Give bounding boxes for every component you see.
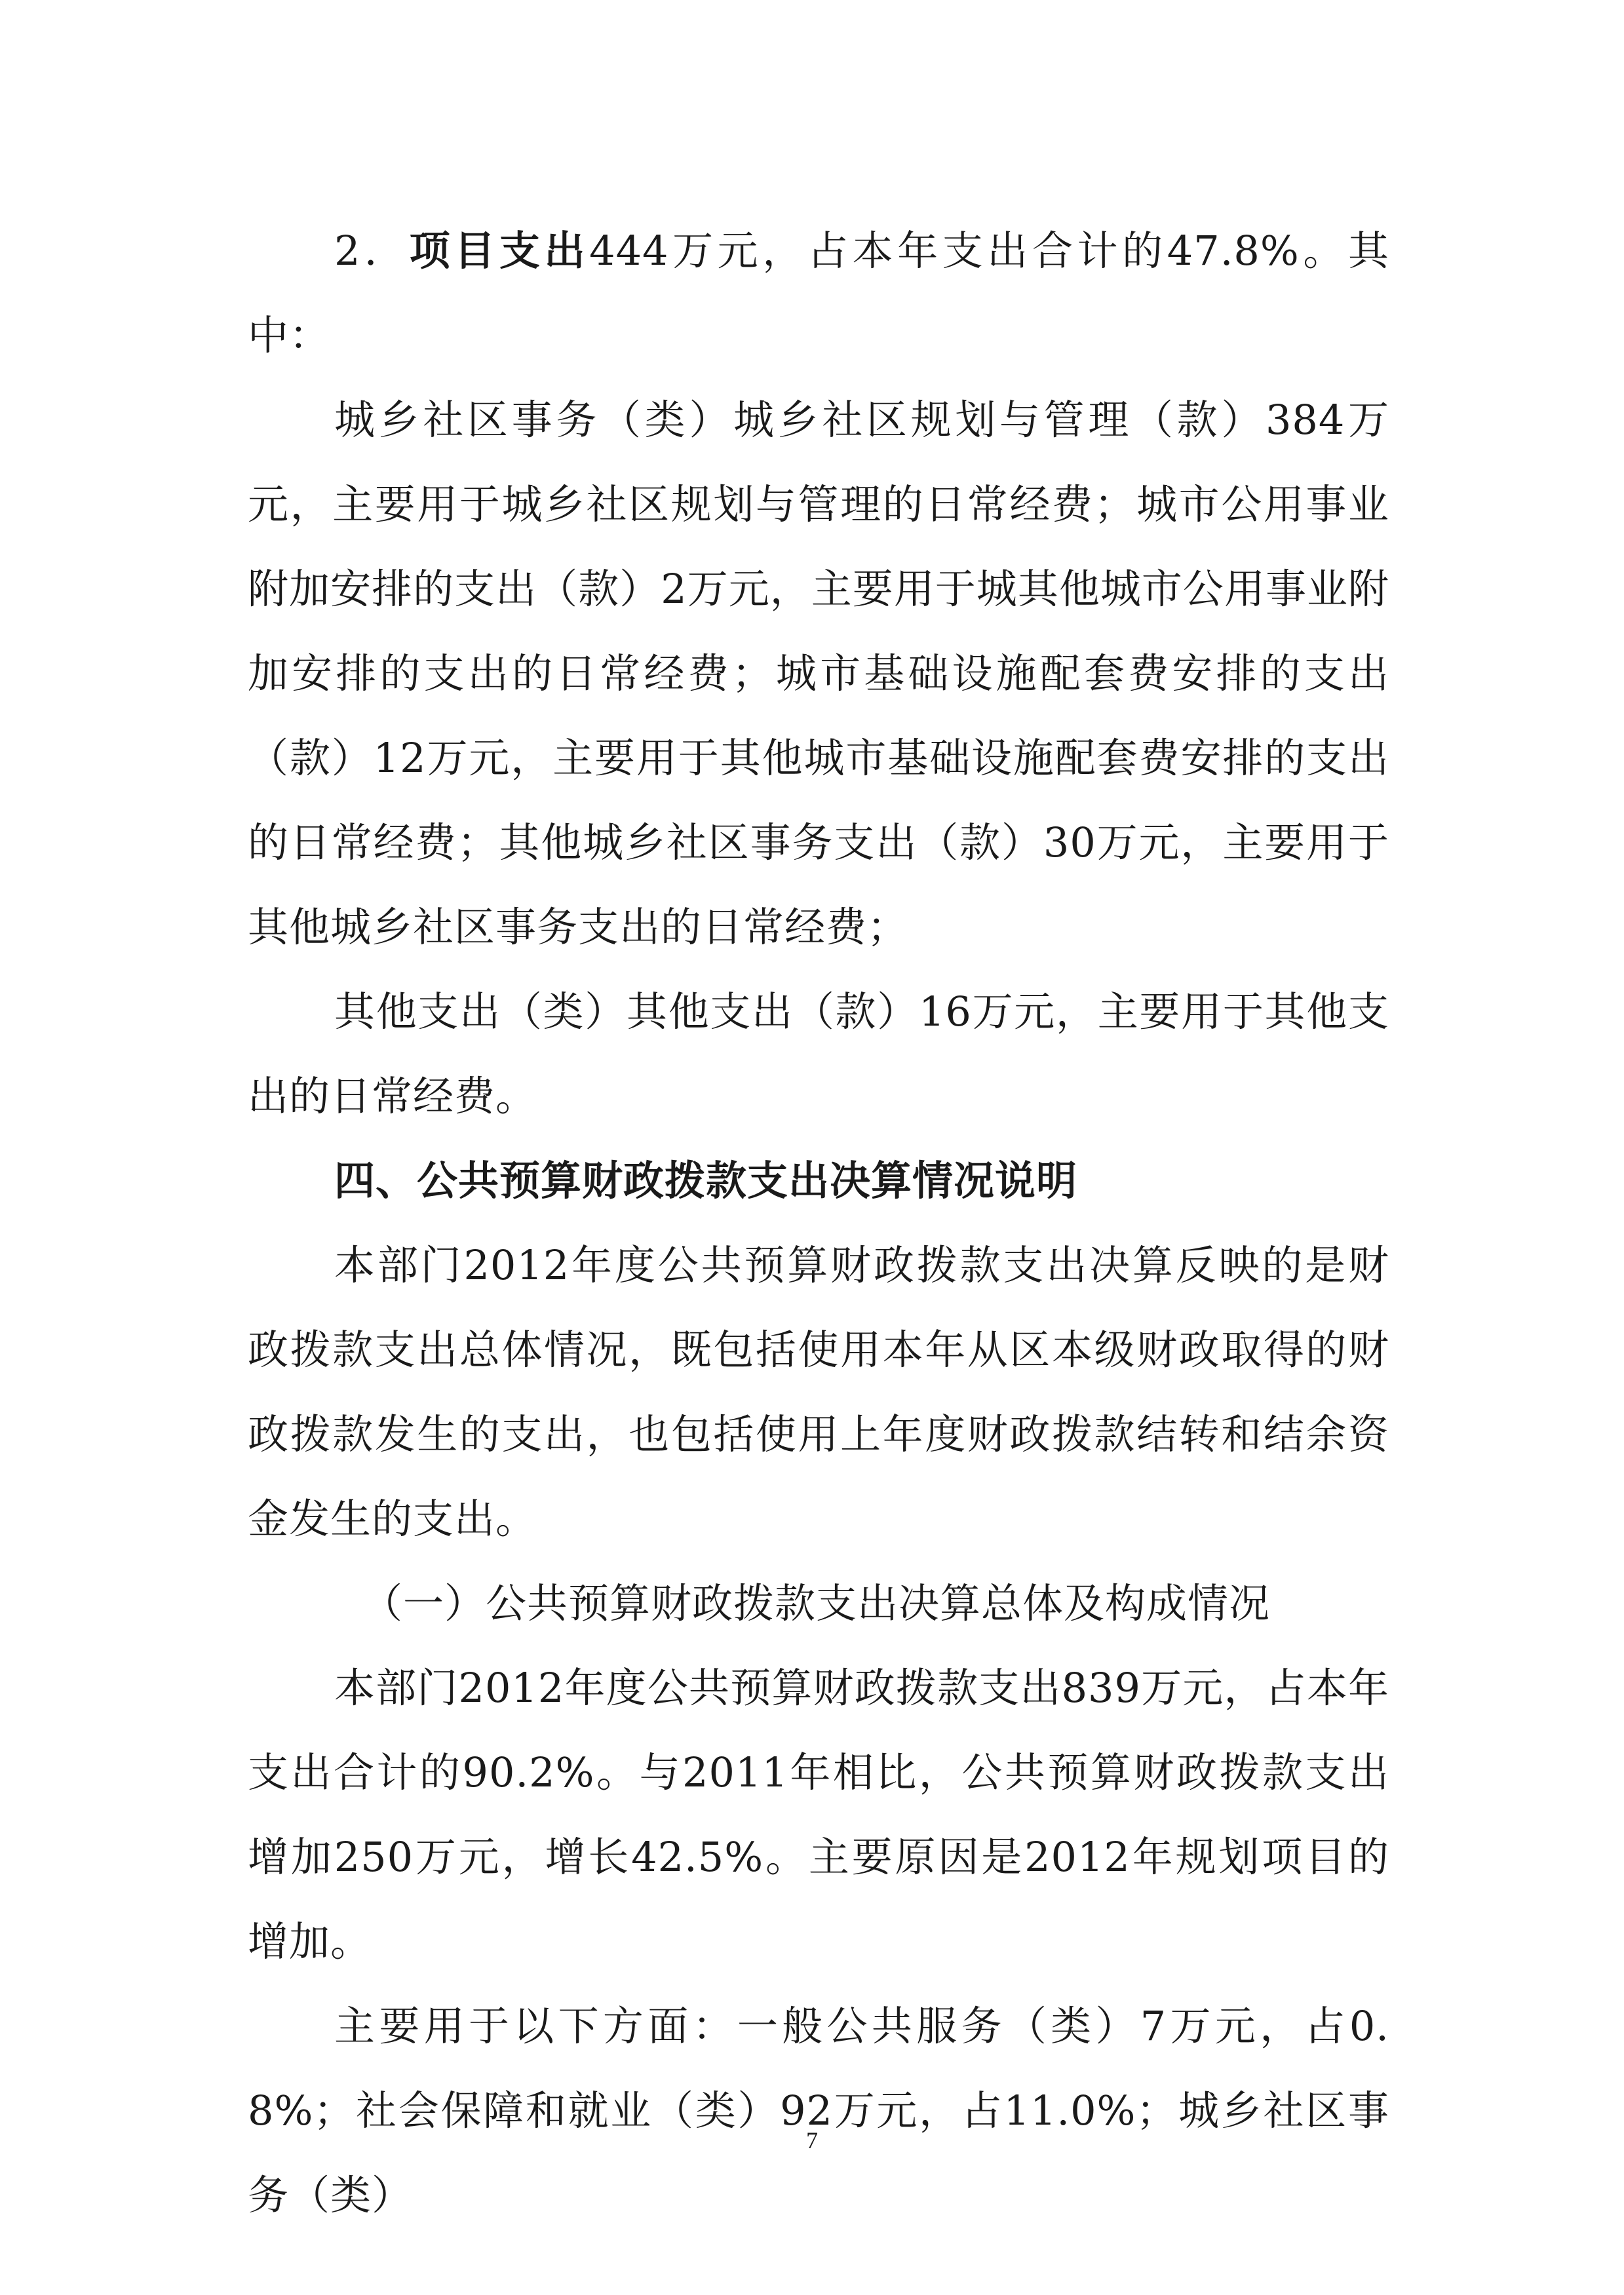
paragraph-main-uses: 主要用于以下方面：一般公共服务（类）7万元，占0.8%；社会保障和就业（类）92万元，占11.0%；城乡社区事务（类） <box>248 2002 1389 2219</box>
section-heading: 四、公共预算财政拨款支出决算情况说明 <box>334 1157 1078 1205</box>
item-number: 2． <box>334 227 410 275</box>
paragraph-urban-rural-affairs: 城乡社区事务（类）城乡社区规划与管理（款）384万元，主要用于城乡社区规划与管理的日常经费；城市公用事业附加安排的支出（款）2万元，主要用于城其他城市公用事业附加安排的支出的日常经费；城市基础设施配套费安排的支出（款）12万元，主要用于其他城市基础设施配套费安排的支出的日常经费；其他城乡社区事务支出（款）30万元，主要用于其他城乡社区事务支出的日常经费； <box>248 396 1389 951</box>
paragraph-other-expenditure: 其他支出（类）其他支出（款）16万元，主要用于其他支出的日常经费。 <box>248 988 1389 1120</box>
paragraph-text: 444万元，占本年支出合计的47.8%。其中： <box>248 227 1389 359</box>
subsection-heading: （一）公共预算财政拨款支出决算总体及构成情况 <box>362 1579 1271 1627</box>
paragraph-project-expenditure <box>248 208 1389 377</box>
paragraph-public-budget-overview: 本部门2012年度公共预算财政拨款支出决算反映的是财政拨款支出总体情况，既包括使用本年从区本级财政取得的财政拨款发生的支出，也包括使用上年度财政拨款结转和结余资金发生的支出。 <box>248 1241 1389 1543</box>
document-body <box>248 208 1389 2237</box>
bold-lead-term: 项目支出 <box>409 227 590 275</box>
page-number: 7 <box>806 2127 818 2153</box>
paragraph-public-budget-total: 本部门2012年度公共预算财政拨款支出839万元，占本年支出合计的90.2%。与2011年相比，公共预算财政拨款支出增加250万元，增长42.5%。主要原因是2012年规划项目的增加。 <box>248 1664 1389 1965</box>
